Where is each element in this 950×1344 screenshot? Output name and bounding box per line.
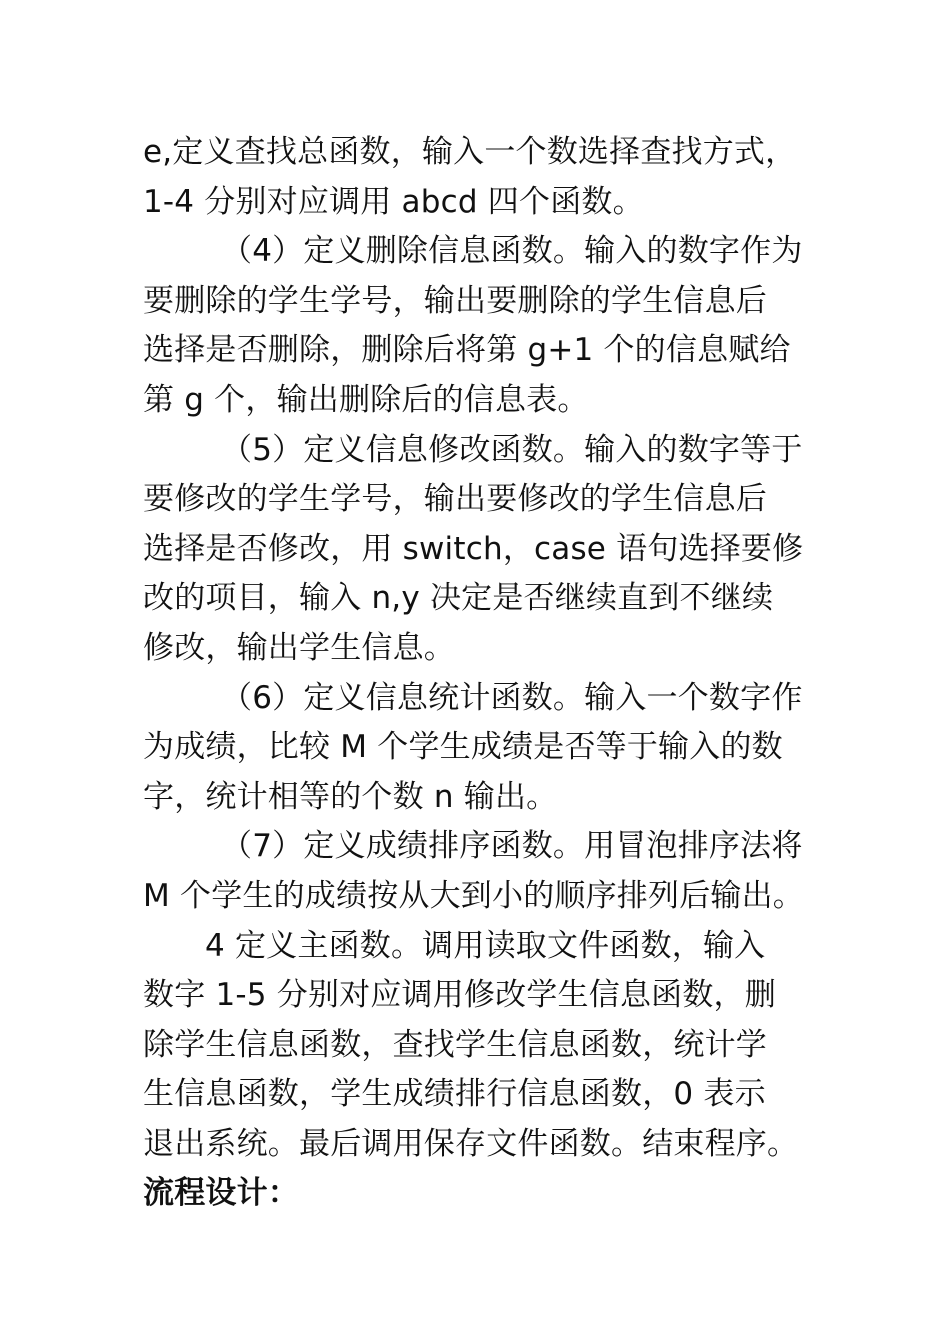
text-line: 为成绩，比较 M 个学生成绩是否等于输入的数 (143, 729, 783, 766)
text-line: 生信息函数，学生成绩排行信息函数，0 表示 (143, 1076, 766, 1113)
text-line: e,定义查找总函数，输入一个数选择查找方式， (143, 134, 797, 170)
text-line: 字，统计相等的个数 n 输出。 (143, 778, 558, 815)
document-body (143, 128, 813, 1219)
text-line: （5）定义信息修改函数。输入的数字等于 (221, 431, 803, 468)
text-line: 第 g 个，输出删除后的信息表。 (143, 381, 589, 418)
section-heading: 流程设计： (143, 1175, 299, 1212)
text-line: 除学生信息函数，查找学生信息函数，统计学 (143, 1026, 767, 1063)
text-line: （6）定义信息统计函数。输入一个数字作 (221, 679, 803, 716)
text-line: 1-4 分别对应调用 abcd 四个函数。 (143, 183, 644, 220)
text-line: 数字 1-5 分别对应调用修改学生信息函数，删 (143, 977, 776, 1014)
text-line: 要删除的学生学号，输出要删除的学生信息后 (143, 282, 767, 319)
text-line: 要修改的学生学号，输出要修改的学生信息后 (143, 481, 767, 518)
text-line: M 个学生的成绩按从大到小的顺序排列后输出。 (143, 877, 804, 914)
text-line: 选择是否修改，用 switch，case 语句选择要修 (143, 530, 804, 567)
text-line: （7）定义成绩排序函数。用冒泡排序法将 (221, 828, 803, 865)
text-line: 退出系统。最后调用保存文件函数。结束程序。 (143, 1125, 799, 1162)
text-line: 修改，输出学生信息。 (143, 629, 455, 666)
text-line: 改的项目，输入 n,y 决定是否继续直到不继续 (143, 580, 774, 617)
text-line: 选择是否删除，删除后将第 g+1 个的信息赋给 (143, 332, 791, 369)
text-line: （4）定义删除信息函数。输入的数字作为 (221, 233, 803, 270)
text-line: 4 定义主函数。调用读取文件函数，输入 (205, 927, 766, 964)
